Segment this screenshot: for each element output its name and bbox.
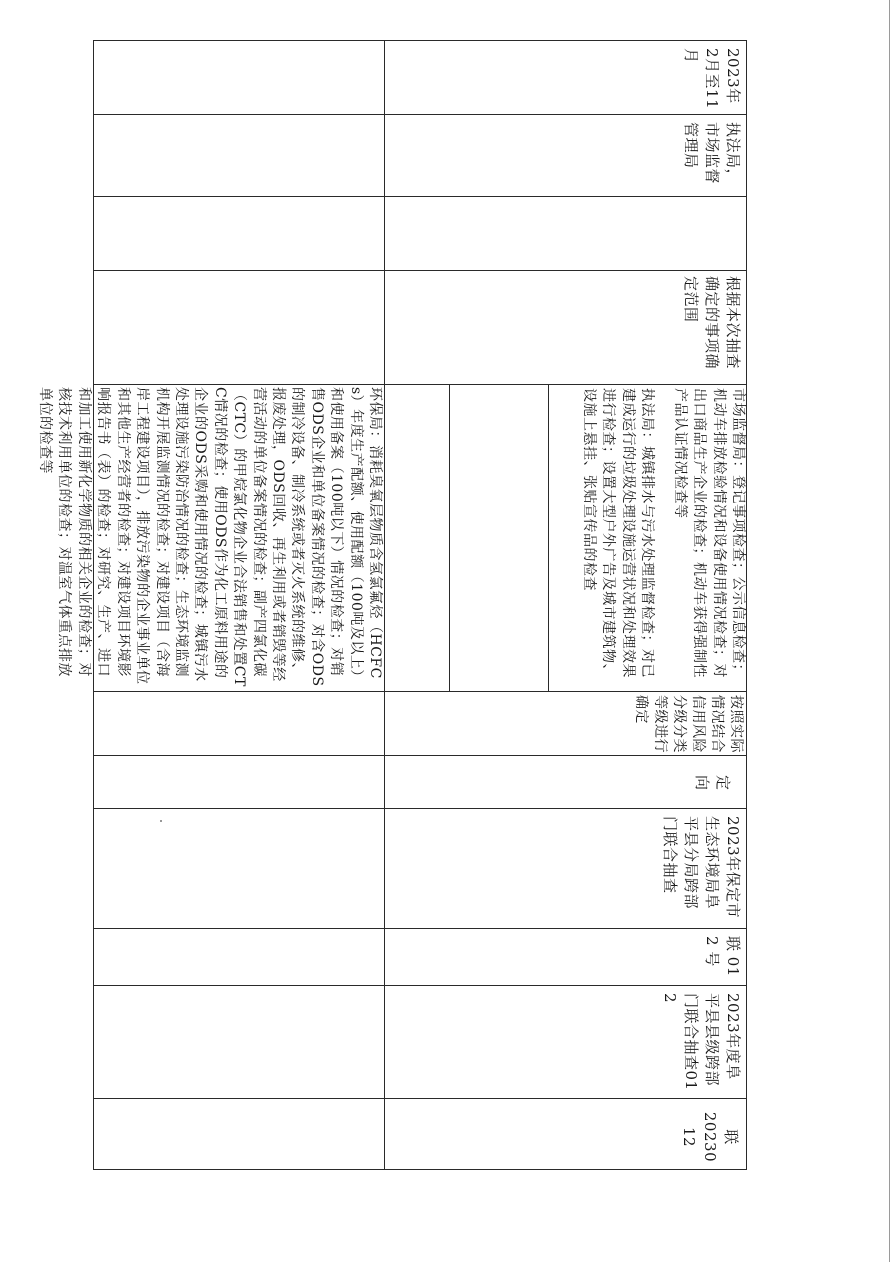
- page-edge: [889, 0, 890, 1262]
- inspection-scope: 根据本次抽查确定的事项确定范围: [682, 276, 742, 370]
- cell-blank: [384, 196, 747, 270]
- cell-scope: [384, 270, 747, 384]
- cell-period: [384, 40, 747, 114]
- time-period: 2023年2月至11月: [682, 48, 742, 110]
- task-code: 联 2023012: [680, 1111, 740, 1163]
- cell-items-env-part2: [384, 384, 449, 691]
- task-name: 2023年度阜平县县级跨部门联合抽查012: [661, 993, 742, 1091]
- items-law-enforcement: 执法局：城镇排水与污水处理监督检查；对已建成运行的垃圾处理设施运营状况和处理效果进行检查；设置大型户外广告及城市建筑物、设施上悬挂、张贴宣传品的检查: [580, 388, 655, 678]
- cell-plan-number: [384, 928, 747, 985]
- inspection-method: 定向: [693, 775, 732, 791]
- cell-items-law: [548, 384, 656, 691]
- cell-items-env-part1: [37, 384, 384, 691]
- cell-task-name: [384, 985, 747, 1098]
- departments: 执法局，市场监督管理局: [682, 122, 742, 185]
- cell-plan-name: [384, 808, 747, 928]
- cell-task-code: [384, 1098, 747, 1170]
- cell-method: [384, 755, 747, 808]
- sampling-ratio: 按照实际情况结合信用风险分级分类等级进行确定: [633, 695, 744, 753]
- cell-items-market: [656, 384, 747, 691]
- items-environment: 环保局：消耗臭氧层物质含氢氯氟烃（HCFCs）年度生产配额、使用配额（100吨及以上）和使用备案（100吨以下）情况的检查；对销售ODS企业和单位备案情况的检查；对含ODS的制冷设备、制冷系统或者灭火系统的维修、报废处理，ODS回收、再生利用或者销毁等经营活动的单位备案情况的检查；副产四氯化碳（CTC）的甲烷氯化物企业合法销售和处置CTC情况的检查；使用ODS作为化工原料用途的企业的ODS采购和使用情况的检查；城镇污水处理设施污染防治情况的检查；生态环境监测机构开展监测情况的检查；对建设项目（含海岸工程建设项目），排放污染物的企业事业单位和其他生产经营者的检查；对建设项目环境影响报告书（表）的检查；对研究、生产、进口和加工使用新化学物质的相关企业的检查；对核技术利用单位的检查；对温室气体重点排放单位的检查等: [37, 387, 383, 687]
- items-market-supervision: 市场监督局：登记事项检查；公示信息检查；机动车排放检验情况和设备使用情况检查；对出口商品生产企业的检查；机动车获得强制性产品认证情况检查等: [671, 388, 746, 678]
- plan-number: 联 012 号: [703, 936, 742, 977]
- col-divider-partial: [449, 384, 450, 691]
- cell-departments: [384, 114, 747, 196]
- plan-name: 2023年保定市生态环境局阜平县分局跨部门联合抽查: [661, 816, 742, 919]
- cell-ratio: [384, 691, 747, 755]
